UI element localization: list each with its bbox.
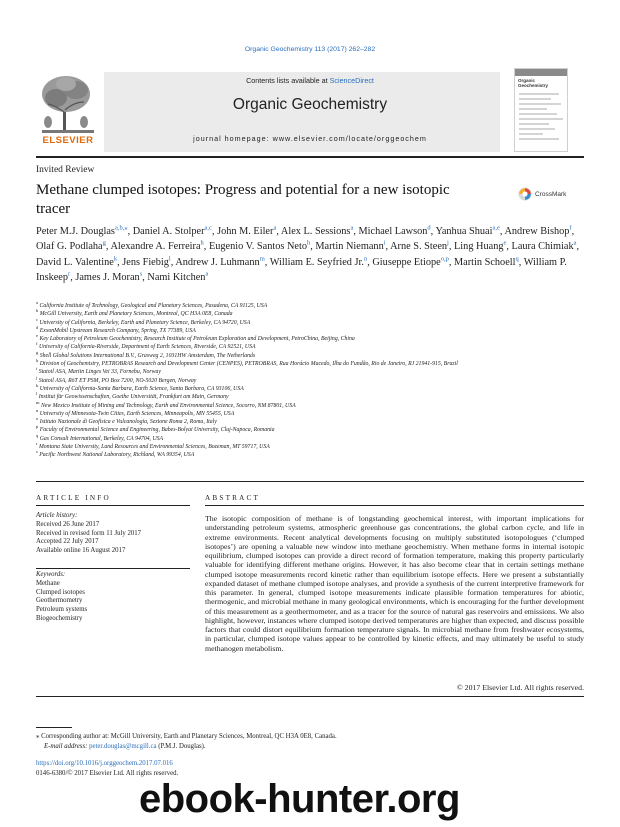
footnote-marker: ⁎ [36,733,40,740]
author-name[interactable] [147,272,208,283]
author-email-link[interactable]: peter.douglas@mcgill.ca [89,742,157,750]
cover-graphic [519,93,563,143]
author-name-text: Jens Fiebig [122,256,169,268]
contents-prefix: Contents lists available at [246,76,330,85]
journal-cover-thumbnail[interactable] [514,68,568,152]
author-name[interactable] [270,257,368,268]
footnote-text: Corresponding author at: McGill University, Earth and Planetary Sciences, Montreal, QC H3A 0E8, Canada. [41,733,337,740]
corresponding-author-footnote [36,732,584,752]
author-affiliation-marker[interactable]: f [569,224,572,232]
author-name[interactable] [504,226,571,237]
footnote-rule [36,727,72,728]
keyword: Biogeochemistry [36,614,83,622]
author-name[interactable] [315,241,385,252]
keyword: Methane [36,579,60,587]
publisher-name: ELSEVIER [42,135,94,146]
author-name[interactable] [122,257,170,268]
author-affiliation-marker[interactable]: a,c [204,224,212,232]
history-label: Article history: [36,512,78,519]
author-affiliation-marker[interactable]: g [102,239,106,247]
author-name-text: Peter M.J. Douglas [36,226,115,237]
author-name-text: Giuseppe Etiope [372,256,441,268]
affiliation-text: Key Laboratory of Petroleum Geochemistry, Research Institute of Petroleum Exploration and Development, PetroChina, Beijing, China [38,336,355,343]
author-name-text: Eugenio V. Santos Neto [208,241,307,253]
author-name[interactable] [36,257,117,268]
affiliation-key: s [36,449,38,455]
author-name[interactable] [217,226,276,237]
author-name-text: William E. Seyfried Jr. [269,256,364,268]
author-name-text: Olaf G. Podlaha [36,241,103,253]
affiliation-key: l [36,391,38,397]
affiliation [36,324,596,335]
author-name-text: John M. Eiler [217,226,274,237]
affiliation-text: McGill University, Earth and Planetary Sciences, Montreal, QC H3A 0E8, Canada [38,311,233,318]
author-name-text: Yanhua Shuai [435,226,493,237]
author-name-text: Alexandre A. Ferreira [110,241,201,253]
affiliation-key: h [36,358,39,364]
affiliation-key: m [36,399,40,405]
affiliation [36,407,596,418]
journal-title[interactable]: Organic Geochemistry [232,96,388,113]
author-name[interactable] [372,257,448,268]
author-name[interactable] [36,226,128,237]
author-name[interactable] [512,241,577,252]
author-name[interactable] [110,241,203,252]
affiliation-key: q [36,432,39,438]
watermark-text: ebook-hunter.org [139,777,460,821]
keyword: Petroleum systems [36,606,88,614]
affiliation [36,393,596,401]
affiliation-text: University of Minnesota-Twin Cities, Earth Sciences, Minneapolis, MN 55455, USA [38,410,235,417]
author-affiliation-marker[interactable]: h [200,239,204,247]
author-name-text: David L. Valentine [36,256,114,268]
author-name[interactable] [133,226,212,237]
article-type: Invited Review [36,165,95,175]
abstract-end-rule [36,696,584,697]
author-name-text: Ling Huang [454,241,504,253]
article-info-rule [36,505,190,506]
author-name-text: Arne S. Steen [390,241,448,253]
author-name-text: Andrew J. Luhmann [175,256,260,268]
author-name[interactable] [75,272,142,283]
history-accepted: Accepted 22 July 2017 [36,538,99,546]
affiliation [36,432,596,443]
abstract-heading: ABSTRACT [205,494,261,502]
author-name[interactable] [454,241,506,252]
affiliation-text: University of California-Riverside, Department of Earth Sciences, Riverside, CA 92521, USA [37,344,256,351]
homepage-link[interactable]: www.elsevier.com/locate/orggeochem [272,134,427,143]
author-list: Peter M.J. Douglas$^{a,b,⁎}$, Daniel A. Stolper$^{a,c}$, John M. Eiler$^a$, Alex L. Sessions$^a$, Michael Lawson$^d$, Yanhua Shuai$^{a,e}$, Andrew Bishop$^f$, Olaf G. Podlaha$^g$, Alexandre A. Ferreira$^h$, Eugenio V. Santos Neto$^h$, Martin Niemann$^i$, Arne S. Steen$^j$, Ling Huang$^e$, Laura Chimiak$^a$, David L. Valentine$^k$, Jens Fiebig$^l$, Andrew J. Luhmann$^m$, William E. Seyfried Jr.$^n$, Giuseppe Etiope$^{o,p}$, Martin Schoell$^q$, William P. Inskeep$^r$, James J. Moran$^s$, Nami Kitchen$^a$ [36,224,580,283]
affiliation [36,335,596,343]
keywords-label: Keywords: [36,571,66,578]
author-name[interactable] [390,241,449,252]
history-online: Available online 16 August 2017 [36,547,126,555]
affiliation [36,349,596,360]
journal-reference[interactable]: Organic Geochemistry 113 (2017) 262–282 [244,46,376,53]
article-title: Methane clumped isotopes: Progress and potential for a new isotopic tracer [36,182,450,217]
affiliation-key: f [36,341,38,347]
author-affiliation-marker[interactable]: j [447,239,449,247]
affiliation-text: Pacific Northwest National Laboratory, Richland, WA 99354, USA [37,452,195,459]
author-affiliation-marker[interactable]: a [350,224,354,232]
affiliation [36,368,596,376]
author-affiliation-marker[interactable]: d [427,224,431,232]
article-history [36,512,190,556]
affiliation-key: n [36,407,39,413]
email-label: E-mail address: [44,742,88,750]
affiliation-text: Istituto Nazionale di Geofisica e Vulcanologia, Sezione Roma 2, Roma, Italy [38,419,217,426]
affiliation-text: Statoil ASA, Martin Linges Vei 33, Fornebu, Norway [37,369,161,376]
affiliation [36,385,596,393]
affiliation [36,316,596,327]
keywords [36,571,190,624]
author-affiliation-marker[interactable]: r [68,270,71,278]
author-name-text: Martin Schoell [454,256,516,268]
affiliation-key: a [36,300,38,306]
affiliation [36,310,596,318]
affiliation-text: New Mexico Institute of Mining and Technology, Earth and Environmental Science, Socorro, NM 87801, USA [39,402,296,409]
header-rule [36,156,584,158]
affiliation [36,443,596,451]
affiliation-key: j [36,374,38,380]
author-name-text: James J. Moran [75,271,140,283]
crossmark-label[interactable]: CrossMark [535,191,567,198]
author-affiliation-marker[interactable]: l [168,255,171,263]
crossmark-icon[interactable] [518,187,532,201]
issn-copyright: 0146-6380/© 2017 Elsevier Ltd. All rights reserved. [36,770,179,777]
affiliation-key: e [36,333,38,339]
affiliation [36,426,596,434]
author-name-text: Andrew Bishop [504,226,570,237]
affiliation-text: Gas Consult International, Berkeley, CA 94704, USA [38,435,164,442]
affiliation [36,360,596,368]
abstract-text: The isotopic composition of methane is of longstanding geochemical interest, with important implications for understanding petroleum systems, atmospheric greenhouse gas concentrations, the global carbon cycle, and life in extreme environments. Recent analytical developments focusing on multiply substituted isotopologues (‘clumped isotopes’) are opening a valuable new window into methane geochemistry. When methane forms in internal isotopic equilibrium, clumped isotopes can provide a direct record of formation temperature, making this property particularly valuable for identifying different methane origins. However, it has also become clear that in certain settings methane clumped isotope measurements record kinetic rather than equilibrium isotope effects. Here we present a substantially expanded dataset of methane clumped isotope analyses, and provide a synthesis of the current interpretive framework for this parameter. In general, clumped isotope measurements indicate plausible formation temperatures for abiotic, thermogenic, and microbial methane in many geological environments, which is encouraging for the further development of this measurement as a geothermometer, and as a tracer for the source of natural gas reservoirs and emissions. We also highlight, however, instances where clumped isotope derived temperatures are higher than expected, and discuss possible factors that could distort equilibrium formation temperature signals. In microbial methane from freshwater ecosystems, in particular, clumped isotope values appear to be controlled by kinetic effects, and may ultimately be useful to study methanogen metabolism. [205,514,584,653]
author-name[interactable] [358,226,430,237]
affiliation-text: ExxonMobil Upstream Research Company, Spring, TX 77389, USA [38,327,196,334]
affiliation [36,302,596,310]
author-affiliation-marker[interactable]: a,e [492,224,500,232]
affiliation-text: University of California, Berkeley, Earth and Planetary Science, Berkeley, CA 94720, USA [38,319,251,326]
affiliation-text: Institut für Geowissenschaften, Goethe Universität, Frankfurt am Main, Germany [37,394,229,401]
author-affiliation-marker[interactable]: a,b,⁎ [114,224,128,232]
author-name[interactable] [454,257,519,268]
author-name[interactable] [209,241,310,252]
cover-band [515,69,567,76]
affiliation-text: Division of Geochemistry, PETROBRAS Research and Development Center (CENPES), PETROBRAS, Rua Horácio Macedo, Ilha do Fundão, Rio de Janeiro, RJ 21941-915, Brazil [38,361,458,368]
affiliation-rule [36,481,584,482]
author-affiliation-marker[interactable]: o,p [440,255,449,263]
affiliation-key: g [36,349,39,355]
author-name[interactable] [36,241,106,252]
keyword: Clumped isotopes [36,588,85,596]
history-received: Received 26 June 2017 [36,520,100,528]
affiliation-text: University of California-Santa Barbara, Earth Science, Santa Barbara, CA 93106, USA [38,385,244,392]
author-affiliation-marker[interactable]: a [573,239,577,247]
author-name-text: Laura Chimiak [511,241,574,253]
affiliation-text: Montana State University, Land Resources and Environmental Sciences, Bozeman, MT 59717, USA [37,444,270,451]
affiliation [36,343,596,351]
author-affiliation-marker[interactable]: s [139,270,143,278]
affiliation [36,399,596,410]
author-affiliation-marker[interactable]: a [273,224,277,232]
affiliation-key: o [36,416,39,422]
affiliation [36,374,596,385]
article-info-heading: ARTICLE INFO [36,494,111,502]
affiliation-key: b [36,308,39,314]
affiliation [36,451,596,459]
history-revised: Received in revised form 11 July 2017 [36,529,142,537]
author-name-text: William P. Inskeep [36,256,567,283]
affiliation-key: c [36,316,38,322]
author-affiliation-marker[interactable]: n [363,255,368,263]
cover-title: Organic Geochemistry [518,78,549,88]
affiliation-text: Faculty of Environmental Science and Engineering, Babes-Bolyai University, Cluj-Napoca, Romania [38,427,275,434]
affiliation-text: Shell Global Solutions International B.V., Grasweg 2, 1031HW Amsterdam, The Netherlands [38,352,256,359]
affiliation-key: k [36,383,39,389]
sciencedirect-link[interactable]: ScienceDirect [329,76,374,85]
author-affiliation-marker[interactable]: h [306,239,311,247]
author-affiliation-marker[interactable]: q [515,255,519,263]
author-name-text: Alex L. Sessions [280,226,351,237]
author-name[interactable] [435,226,499,237]
author-affiliation-marker[interactable]: a [205,270,209,278]
affiliation-text: California Institute of Technology, Geological and Planetary Sciences, Pasadena, CA 91125, USA [38,303,268,309]
affiliation-list [36,302,596,460]
keywords-rule [36,568,190,569]
author-name-text: Daniel A. Stolper [132,226,205,237]
affiliation-text: Statoil ASA, RöT ET PSM, PO Box 7200, NO-5020 Bergen, Norway [37,377,197,384]
author-affiliation-marker[interactable]: i [383,239,386,247]
author-affiliation-marker[interactable]: k [113,255,118,263]
affiliation-key: p [36,424,39,430]
author-name[interactable] [175,257,264,268]
author-name[interactable] [281,226,353,237]
homepage-prefix: journal homepage: [193,134,273,143]
abstract-rule [205,505,584,506]
affiliation-key: r [36,441,38,447]
affiliation-key: d [36,324,39,330]
affiliation [36,418,596,426]
author-name-text: Michael Lawson [358,226,428,237]
email-owner: (P.M.J. Douglas). [158,742,206,750]
author-name-text: Nami Kitchen [147,271,206,283]
author-affiliation-marker[interactable]: m [259,255,265,263]
keyword: Geothermometry [36,597,83,605]
affiliation-key: i [36,366,38,372]
abstract-copyright: © 2017 Elsevier Ltd. All rights reserved. [456,683,584,692]
doi-link[interactable]: https://doi.org/10.1016/j.orggeochem.2017.07.016 [36,760,173,767]
author-affiliation-marker[interactable]: e [503,239,507,247]
author-name-text: Martin Niemann [315,241,384,253]
